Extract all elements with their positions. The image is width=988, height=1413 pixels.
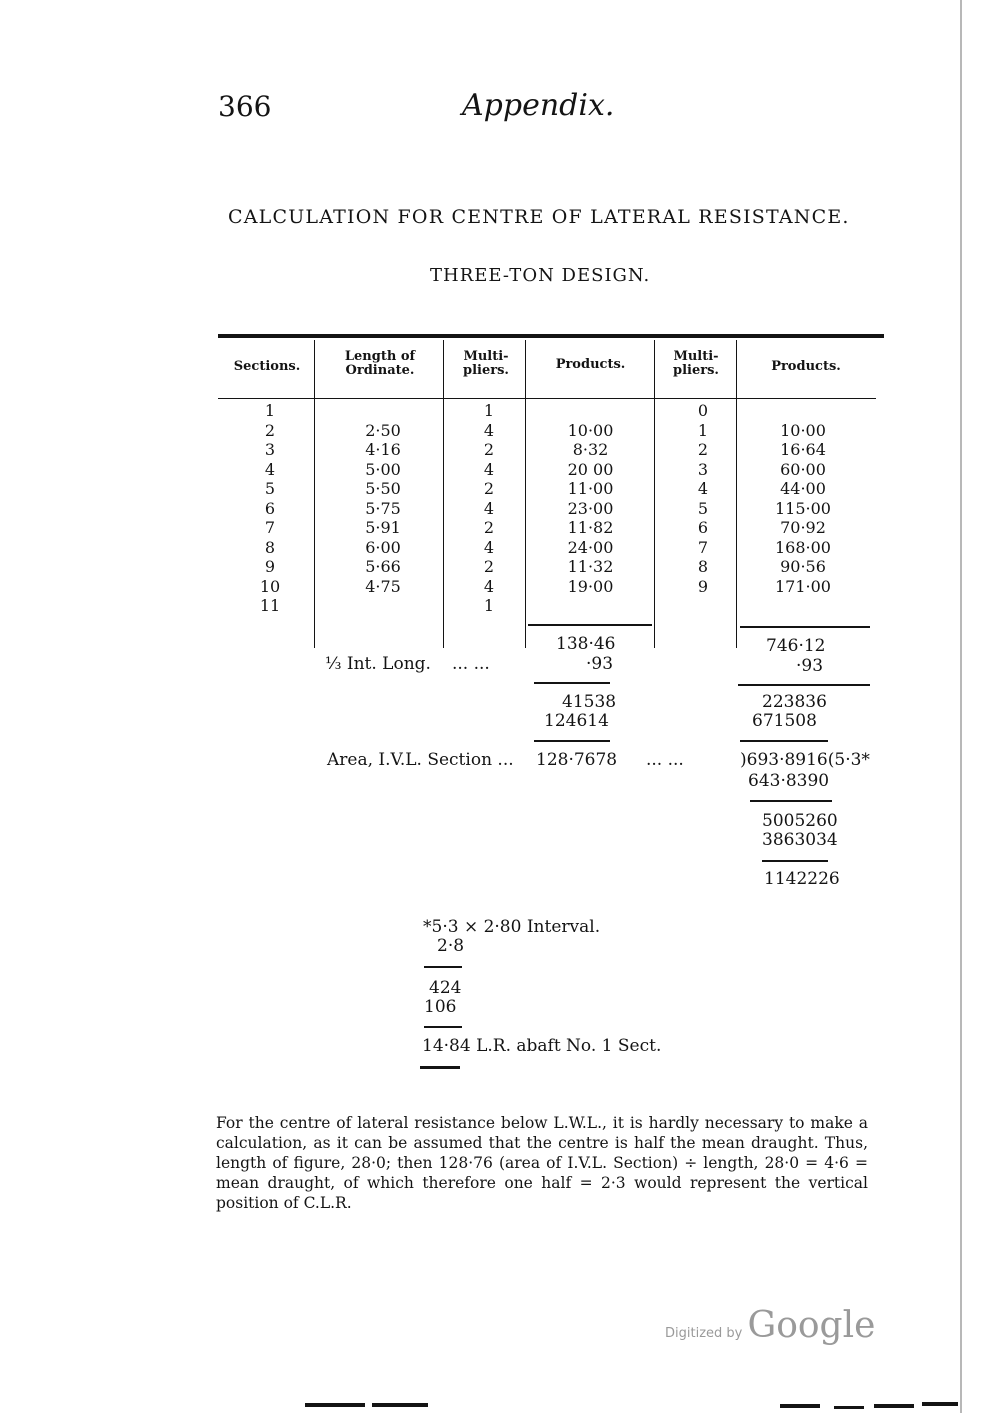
table-cell: 44·00 [780,479,826,498]
moment-rule [740,740,828,742]
sum-rule-products-1 [528,624,652,626]
table-cell: 10·00 [780,420,826,440]
table-cell [527,401,654,421]
table-cell: 1 [483,596,495,615]
partial-product-1b: 124614 [544,711,609,731]
table-cell: 4·16 [365,440,401,459]
scan-artifact [834,1406,864,1409]
table-cell: 8 [264,537,276,557]
table-cell: 5·66 [365,557,401,576]
table-cell: 4 [483,459,495,479]
table-header-rule [218,398,876,399]
area-rule [534,740,610,742]
table-cell: 8·32 [572,440,609,459]
multipliers-2-column [660,401,746,616]
table-cell: 60·00 [780,459,826,479]
scan-artifact [874,1404,914,1408]
table-cell: 24·00 [567,537,614,557]
product-rule-1 [534,682,610,684]
partial-product-2b: 671508 [752,711,817,731]
product-rule-2 [738,684,870,686]
header-products-1: Products. [555,357,626,372]
partial-product-2a: 223836 [762,692,827,712]
interval-rule-1 [424,966,462,968]
table-cell: 2·50 [365,420,401,440]
table-cell: 4 [483,420,495,440]
products-2-column [738,401,868,616]
table-cell: 9 [264,557,276,576]
table-top-rule [218,334,884,338]
partial-product-1a: 41538 [562,692,617,712]
table-cell: 8 [697,557,709,576]
division-line: )693·8916(5·3* [740,750,870,770]
subtrahend-1: 643·8390 [748,771,830,791]
ordinate-column [322,401,444,616]
table-cell: 11·32 [567,557,614,576]
table-cell: 11 [259,596,281,615]
interval-label: ⅓ Int. Long. [325,654,431,674]
interval-line-4: 106 [424,997,457,1017]
table-cell: 2 [483,440,495,459]
leader-dots: ... ... [452,654,490,674]
watermark-prefix: Digitized by [665,1326,743,1341]
scan-artifact [922,1402,958,1406]
products-1-column [527,401,654,616]
table-cell: 2 [483,557,495,576]
table-cell: 2 [483,518,495,537]
scan-artifact [780,1404,820,1408]
division-rule-1 [750,800,832,802]
area-label: Area, I.V.L. Section ... [327,750,514,770]
page-edge [960,0,962,1413]
table-cell: 5·00 [365,459,401,479]
multiplier-products-1: ·93 [586,654,614,674]
table-cell: 10·00 [567,420,614,440]
table-cell: 23·00 [567,498,614,518]
subtrahend-2: 3863034 [762,830,838,850]
sum-rule-products-2 [740,626,870,628]
table-cell [322,401,444,421]
table-cell: 4 [264,459,276,479]
interval-line-1: *5·3 × 2·80 Interval. [423,917,601,937]
table-cell: 0 [697,401,709,420]
table-cell: 4 [483,537,495,557]
table-cell: 6 [697,518,709,537]
table-cell: 11·00 [567,479,614,498]
table-cell [660,596,746,616]
interval-result: 14·84 L.R. abaft No. 1 Sect. [422,1036,662,1056]
google-logo: Google [747,1305,876,1346]
table-cell: 4 [483,498,495,518]
calculation-title: CALCULATION FOR CENTRE OF LATERAL RESISTANCE. [228,206,850,228]
table-cell: 19·00 [567,576,614,596]
table-cell [527,596,654,616]
table-cell: 7 [697,537,709,557]
table-cell: 6·00 [365,537,401,557]
scan-artifact [372,1403,428,1407]
table-cell [738,401,868,421]
table-cell: 20 00 [567,459,614,479]
table-cell: 10 [259,576,281,596]
table-cell: 90·56 [780,557,826,576]
table-cell: 2 [697,440,709,459]
table-cell: 5 [697,498,709,518]
remainder-2: 1142226 [764,869,840,889]
table-cell: 3 [697,459,709,479]
table-cell: 70·92 [780,518,826,537]
table-cell: 2 [264,420,276,440]
explanatory-paragraph: For the centre of lateral resistance below L.W.L., it is hardly necessary to make a calculation, as it can be assumed that the centre is half the mean draught. Thus, length of figure, 28·0; then 128·76 (area of I.V.L. Section) ÷ length, 28·0 = 4·6 = mean draught, of which therefore one half = 2·3 would represent the vertical position of C.L.R. [216,1114,868,1212]
table-cell: 5 [264,479,276,498]
table-cell: 115·00 [775,498,831,518]
scan-artifact [305,1403,365,1407]
table-cell: 5·75 [365,498,401,518]
table-cell: 1 [483,401,495,420]
table-cell: 171·00 [775,576,831,596]
column-divider [654,340,655,648]
header-products-2: Products. [771,359,841,374]
area-leader-dots: ... ... [646,750,684,770]
interval-line-3: 424 [429,978,462,998]
remainder-1: 5005260 [762,811,838,831]
table-cell: 7 [264,518,276,537]
table-cell: 9 [697,576,709,596]
sum-products-1: 138·46 [556,634,616,654]
interval-line-2: 2·8 [437,936,465,956]
division-rule-2 [762,860,828,862]
table-cell: 5·91 [365,518,401,537]
area-value: 128·7678 [536,750,618,770]
sum-products-2: 746·12 [766,636,826,656]
table-cell: 6 [264,498,276,518]
table-cell: 3 [264,440,276,459]
multiplier-products-2: ·93 [796,656,824,676]
digitized-watermark [665,1305,875,1346]
table-cell: 1 [697,420,709,440]
interval-underline [420,1066,460,1069]
table-cell: 2 [483,479,495,498]
table-cell: 5·50 [365,479,401,498]
table-cell: 4 [697,479,709,498]
header-multipliers-1: Multi- pliers. [463,349,509,378]
header-multipliers-2: Multi- pliers. [673,349,719,378]
running-head: Appendix. [462,88,615,123]
multipliers-1-column [446,401,532,616]
page-number: 366 [218,90,272,123]
table-cell: 168·00 [775,537,831,557]
sections-column [222,401,318,616]
interval-rule-2 [424,1026,462,1028]
table-cell: 16·64 [780,440,826,459]
table-cell [738,596,868,616]
header-ordinate: Length of Ordinate. [344,349,416,378]
table-cell: 1 [264,401,276,420]
header-sections: Sections. [233,359,301,374]
table-cell [322,596,444,616]
table-cell: 4·75 [365,576,401,596]
table-cell: 4 [483,576,495,596]
design-subtitle: THREE-TON DESIGN. [430,265,651,286]
table-cell: 11·82 [567,518,614,537]
